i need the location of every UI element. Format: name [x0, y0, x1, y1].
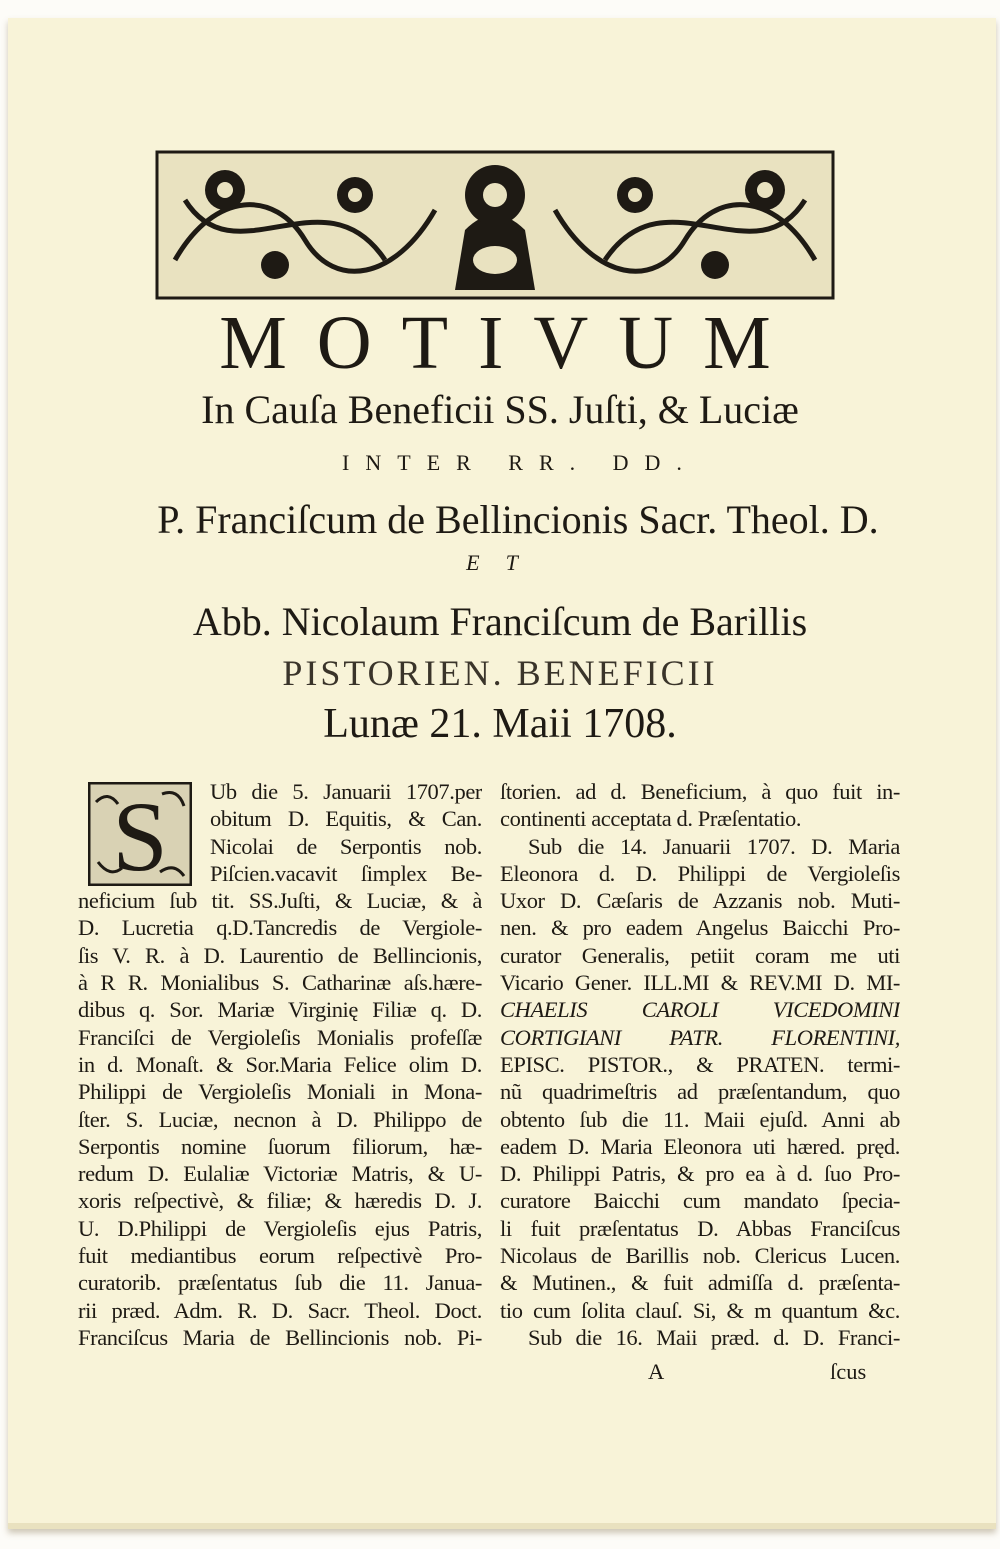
text-line: ſis V. R. à D. Laurentio de Bellincionis,	[78, 942, 482, 968]
text-line: Franciſcus Maria de Bellincionis nob. Pi-	[78, 1324, 482, 1350]
text-line: ſtorien. ad d. Beneficium, à quo fuit in-	[500, 779, 900, 804]
left-text-column	[78, 778, 482, 1351]
text-line: curatore Baicchi cum mandato ſpecia-	[500, 1188, 900, 1214]
text-line: curatorib. præſentatus ſub die 11. Janua-	[78, 1270, 482, 1296]
catchword: ſcus	[830, 1359, 867, 1384]
benefice-place: PISTORIEN. BENEFICII	[282, 653, 718, 693]
text-line: Vicario Gener. ILL.MI & REV.MI D. MI-	[500, 970, 900, 996]
text-line: Nicolai de Serpontis nob.	[210, 833, 482, 859]
text-line: curator Generalis, petiit coram me uti	[500, 942, 900, 968]
text-line: obtento ſub die 11. Maii ejuſd. Anni ab	[500, 1106, 900, 1132]
signature-mark: A	[648, 1359, 665, 1384]
text-line: Sub die 14. Januarii 1707. D. Maria	[528, 833, 900, 859]
text-line: D. Philippi Patris, & pro ea à d. ſuo Pro-	[500, 1161, 900, 1187]
svg-text:S: S	[112, 782, 168, 886]
text-line: CORTIGIANI PATR. FLORENTINI,	[500, 1024, 900, 1050]
text-line: tio cum ſolita clauſ. Si, & m quantum &c.	[500, 1297, 900, 1323]
text-line: neficium ſub tit. SS.Juſti, & Luciæ, & à	[78, 888, 482, 914]
text-line: xoris reſpectivè, & filiæ; & hæredis D. J.	[78, 1188, 482, 1214]
text-line: in d. Monaſt. & Sor.Maria Felice olim D.	[78, 1051, 482, 1077]
text-line: rii præd. Adm. R. D. Sacr. Theol. Doct.	[78, 1297, 482, 1323]
second-party: Abb. Nicolaum Franciſcum de Barillis	[192, 599, 808, 644]
text-line: D. Lucretia q.D.Tancredis de Vergiole-	[78, 915, 482, 941]
text-line: Uxor D. Cæſaris de Azzanis nob. Muti-	[500, 888, 900, 914]
text-line: Ub die 5. Januarii 1707.per	[210, 779, 482, 804]
text-line: eadem D. Maria Eleonora uti hæred. pręd.	[500, 1133, 900, 1159]
et-conjunction: ET	[466, 550, 544, 575]
text-line: Philippi de Vergioleſis Moniali in Mona-	[78, 1079, 482, 1105]
document-title: MOTIVUM	[219, 301, 801, 385]
text-line: continenti acceptata d. Præſentatio.	[500, 806, 802, 832]
text-line: Eleonora d. D. Philippi de Vergioleſis	[500, 860, 900, 886]
document-subtitle: In Cauſa Beneficii SS. Juſti, & Luciæ	[201, 387, 799, 432]
text-line: Piſcien.vacavit ſimplex Be-	[210, 860, 482, 886]
text-line: obitum D. Equitis, & Can.	[210, 806, 482, 832]
text-line: Sub die 16. Maii præd. d. D. Franci-	[528, 1324, 900, 1350]
text-line: dibus q. Sor. Mariæ Virginię Filiæ q. D.	[78, 997, 482, 1023]
text-line: EPISC. PISTOR., & PRATEN. termi-	[500, 1051, 900, 1077]
text-line: fuit mediantibus eorum reſpectivè Pro-	[78, 1243, 482, 1269]
text-line: CHAELIS CAROLI VICEDOMINI	[500, 997, 900, 1023]
text-line: Nicolaus de Barillis nob. Clericus Lucen.	[500, 1243, 900, 1269]
decorative-headpiece-ornament	[155, 150, 835, 300]
text-line: & Mutinen., & fuit admiſſa d. præſenta-	[500, 1270, 900, 1296]
text-line: ſter. S. Luciæ, necnon à D. Philippo de	[78, 1106, 482, 1132]
first-party: P. Franciſcum de Bellincionis Sacr. Theol. D.	[157, 497, 879, 542]
text-line: redum D. Eulaliæ Victoriæ Matris, & U-	[78, 1161, 482, 1187]
right-text-column	[500, 778, 900, 1351]
text-line: li fuit præſentatus D. Abbas Franciſcus	[500, 1215, 900, 1241]
text-line: nen. & pro eadem Angelus Baicchi Pro-	[500, 915, 900, 941]
text-line: à R R. Monialibus S. Catharinæ aſs.hære-	[78, 970, 482, 996]
text-line: Serpontis nomine ſuorum filiorum, hæ-	[78, 1133, 482, 1159]
text-line: nũ quadrimeſtris ad præſentandum, quo	[500, 1079, 900, 1105]
text-line: U. D.Philippi de Vergioleſis ejus Patris,	[78, 1215, 482, 1241]
inter-line: INTER RR. DD.	[342, 450, 698, 475]
text-line: Franciſci de Vergioleſis Monialis profeſſæ	[78, 1024, 482, 1050]
document-date: Lunæ 21. Maii 1708.	[323, 701, 677, 747]
